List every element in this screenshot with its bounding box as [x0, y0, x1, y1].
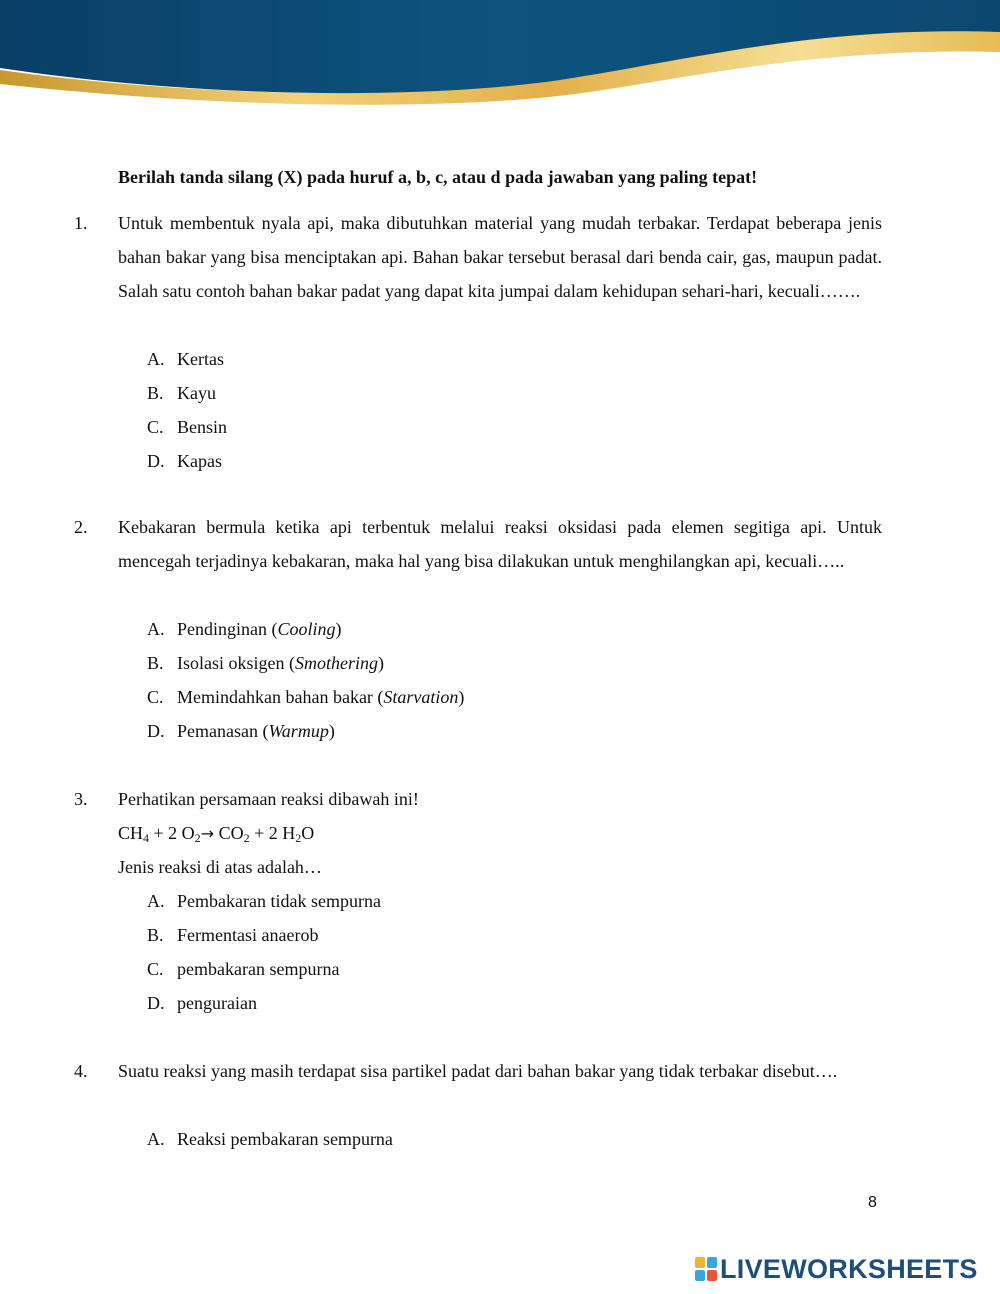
- eq-part: CH: [118, 823, 144, 843]
- option-label: Kapas: [177, 451, 222, 471]
- option-b[interactable]: [147, 918, 318, 952]
- reaction-arrow-icon: →: [200, 824, 215, 843]
- question-text: Kebakaran bermula ketika api terbentuk melalui reaksi oksidasi pada elemen segitiga api. Untuk mencegah terjadinya kebakaran, maka hal yang bisa dilakukan untuk menghilangkan api, kecuali…..: [118, 517, 882, 571]
- option-term: Starvation: [383, 687, 459, 707]
- eq-subscript: 2: [194, 831, 201, 845]
- eq-subscript: 2: [243, 831, 250, 845]
- eq-subscript: 2: [295, 831, 302, 845]
- option-letter: D.: [147, 721, 165, 741]
- question-text: Untuk membentuk nyala api, maka dibutuhkan material yang mudah terbakar. Terdapat beberapa jenis bahan bakar yang bisa menciptakan api. Bahan bakar tersebut berasal dari benda cair, gas, maupun padat. Salah satu contoh bahan bakar padat yang dapat kita jumpai dalam kehidupan sehari-hari, kecuali…….: [118, 213, 882, 301]
- question-text: Perhatikan persamaan reaksi dibawah ini!: [118, 789, 419, 809]
- question-number: 2.: [74, 517, 88, 537]
- liveworksheets-logo-icon: [694, 1256, 718, 1282]
- option-term: Smothering: [294, 653, 378, 673]
- option-close: ): [377, 653, 384, 673]
- option-a[interactable]: [147, 612, 342, 646]
- option-letter: D.: [147, 451, 165, 471]
- option-label: Pemanasan (: [177, 721, 269, 741]
- option-letter: C.: [147, 687, 164, 707]
- option-d[interactable]: [147, 444, 222, 478]
- chemical-equation: [118, 816, 314, 851]
- option-b[interactable]: [147, 646, 384, 680]
- option-c[interactable]: [147, 952, 339, 986]
- option-d[interactable]: [147, 986, 257, 1020]
- option-letter: A.: [147, 891, 165, 911]
- option-a[interactable]: [147, 884, 381, 918]
- option-letter: C.: [147, 417, 164, 437]
- option-label: penguraian: [177, 993, 257, 1013]
- option-label: Reaksi pembakaran sempurna: [177, 1129, 393, 1149]
- option-letter: C.: [147, 959, 164, 979]
- option-close: ): [335, 619, 342, 639]
- option-a[interactable]: [147, 1122, 393, 1156]
- question-number: 1.: [74, 213, 88, 233]
- option-letter: D.: [147, 993, 165, 1013]
- question-number: 3.: [74, 789, 88, 809]
- option-letter: B.: [147, 383, 164, 403]
- option-c[interactable]: [147, 410, 227, 444]
- option-label: Kertas: [177, 349, 224, 369]
- instruction-text: Berilah tanda silang (X) pada huruf a, b, c, atau d pada jawaban yang paling tepat!: [118, 167, 758, 187]
- eq-subscript: 4: [143, 831, 150, 845]
- eq-part: + 2 O: [149, 823, 195, 843]
- option-label: Pembakaran tidak sempurna: [177, 891, 381, 911]
- option-c[interactable]: [147, 680, 464, 714]
- option-label: Kayu: [177, 383, 216, 403]
- option-term: Cooling: [277, 619, 336, 639]
- option-letter: A.: [147, 1129, 165, 1149]
- header-wave-banner: [0, 0, 1000, 110]
- option-b[interactable]: [147, 376, 216, 410]
- option-label: Bensin: [177, 417, 228, 437]
- option-term: Warmup: [268, 721, 329, 741]
- eq-part: O: [301, 823, 315, 843]
- option-label: pembakaran sempurna: [177, 959, 340, 979]
- page-number: 8: [868, 1194, 877, 1211]
- question-prompt: Jenis reaksi di atas adalah…: [118, 857, 322, 877]
- option-close: ): [328, 721, 335, 741]
- eq-part: CO: [214, 823, 244, 843]
- option-close: ): [458, 687, 465, 707]
- option-letter: B.: [147, 925, 164, 945]
- liveworksheets-logo: [694, 1254, 978, 1284]
- brand-text: LIVEWORKSHEETS: [720, 1253, 978, 1284]
- option-a[interactable]: [147, 342, 224, 376]
- option-d[interactable]: [147, 714, 335, 748]
- question-number: 4.: [74, 1061, 88, 1081]
- eq-part: + 2 H: [249, 823, 296, 843]
- option-label: Fermentasi anaerob: [177, 925, 319, 945]
- option-letter: A.: [147, 349, 165, 369]
- question-text: Suatu reaksi yang masih terdapat sisa partikel padat dari bahan bakar yang tidak terbakar disebut….: [118, 1061, 838, 1081]
- option-label: Isolasi oksigen (: [177, 653, 295, 673]
- option-letter: A.: [147, 619, 165, 639]
- option-label: Memindahkan bahan bakar (: [177, 687, 384, 707]
- option-letter: B.: [147, 653, 164, 673]
- option-label: Pendinginan (: [177, 619, 278, 639]
